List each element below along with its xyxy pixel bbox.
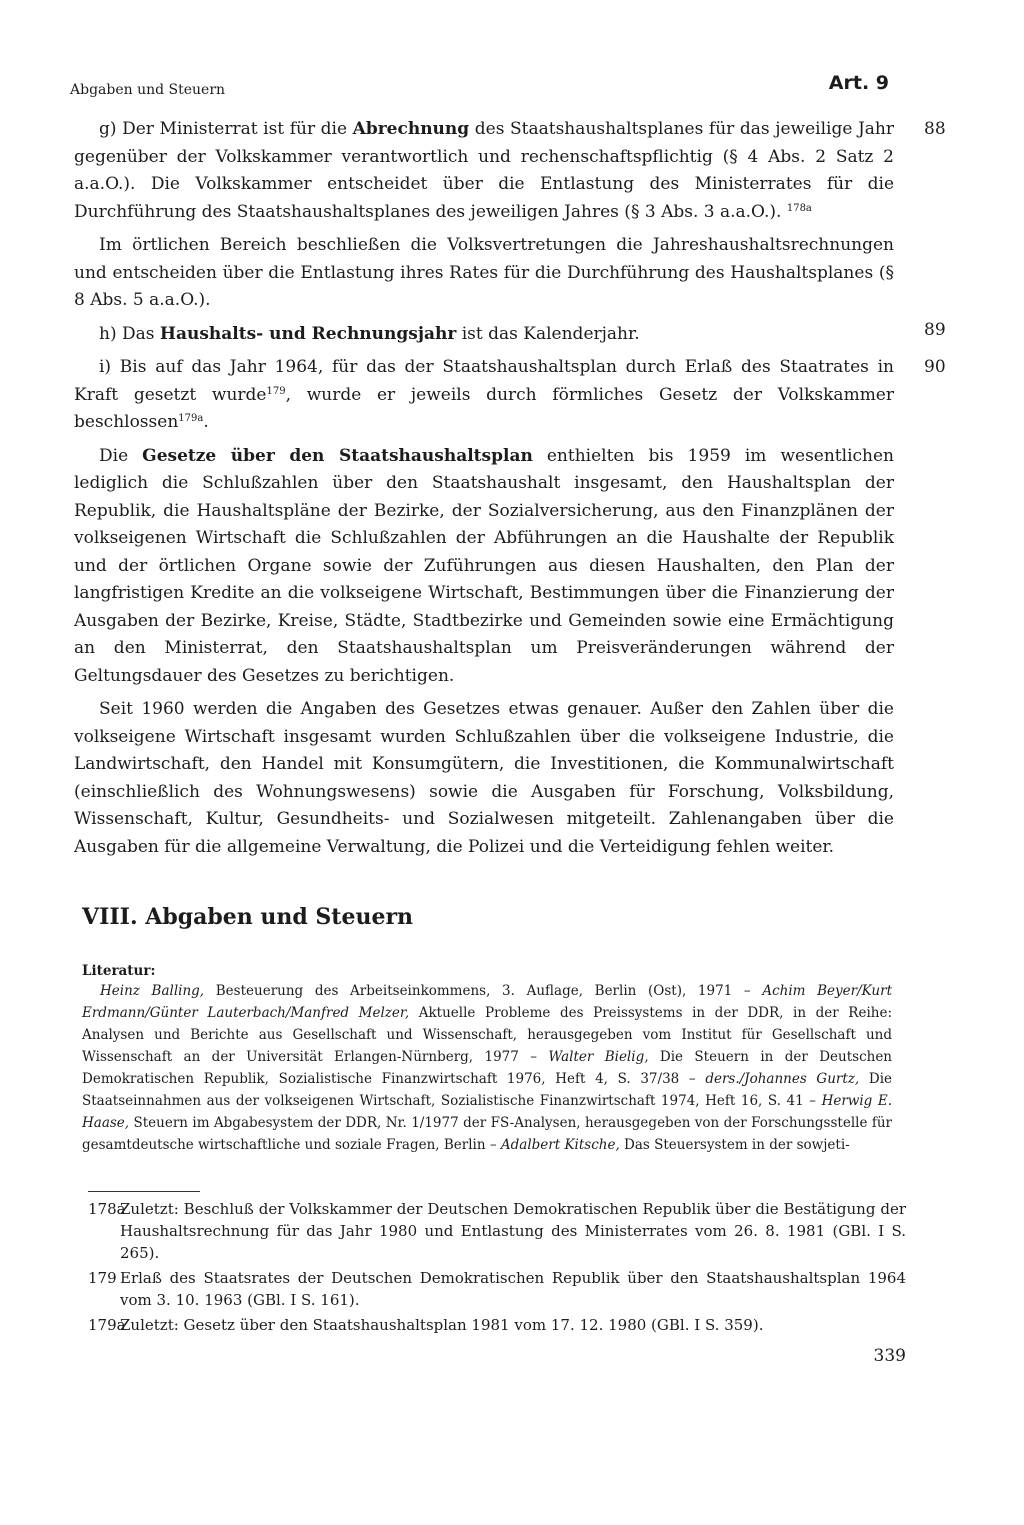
lit-author: Walter Bielig, — [548, 1049, 649, 1065]
paragraph-89: 89 h) Das Haushalts- und Rechnungsjahr ist das Kalenderjahr. — [74, 321, 894, 349]
paragraph-90: 90 i) Bis auf das Jahr 1964, für das der Staatshaushaltsplan durch Erlaß des Staatrates in Kraft gesetzt wurde$^{179}$, wurde er jeweils durch förmliches Gesetz der Volkskammer beschlossen$^{179a}$. — [74, 354, 894, 437]
paragraph-gesetze: Die Gesetze über den Staatshaushaltsplan enthielten bis 1959 im wesentlichen lediglich die Schlußzahlen über den Staatshaushalt insgesamt, den Haushaltsplan der Republik, die Haushaltspläne der Bezirke, der Sozialversicherung, aus den Finanzplänen der volkseigenen Wirtschaft die Schlußzahlen der Abführungen an die Haushalte der Republik und der örtlichen Organe sowie der Zuführungen aus diesen Haushalten, den Plan der langfristigen Kredite an die volkseigene Wirtschaft, Bestimmungen über die Finanzierung der Ausgaben der Bezirke, Kreise, Städte, Stadtbezirke und Gemeinden sowie eine Ermächtigung an den Ministerrat, den Staatshaushaltsplan um Preisveränderungen während der Geltungsdauer des Gesetzes zu berichtigen. — [74, 445, 894, 686]
footnote-divider — [88, 1191, 200, 1192]
page-number: 339 — [873, 1346, 906, 1366]
lit-author: ders./Johannes Gurtz, — [705, 1071, 860, 1087]
footnote-ref-178a: 178a — [786, 202, 812, 214]
emphasis-abrechnung: Abrechnung — [352, 119, 470, 139]
article-label: Art. 9 — [828, 72, 889, 94]
lit-author: Adalbert Kitsche, — [500, 1137, 620, 1153]
lit-author: Achim Beyer/Kurt Erdmann/Günter Lauterbach/Manfred Melzer, — [82, 983, 892, 1021]
main-text — [74, 116, 946, 867]
footnote-179a — [88, 1314, 906, 1336]
paragraph-88: 88 g) Der Ministerrat ist für die Abrechnung des Staatshaushaltsplanes für das jeweilige Jahr gegenüber der Volkskammer verantwortlich und rechenschaftspflichtig (§ 4 Abs. 2 Satz 2 a.a.O.). Die Volkskammer entscheidet über die Entlastung des Ministerrates für die Durchführung des Staatshaushaltsplanes des jeweiligen Jahres (§ 3 Abs. 3 a.a.O.). $^{178a}$ — [74, 116, 894, 226]
running-head: Abgaben und Steuern — [70, 82, 226, 98]
literature-block — [82, 962, 892, 1156]
emphasis-gesetze: Gesetze über den Staatshaushaltsplan — [142, 445, 533, 466]
lit-author: Herwig E. Haase, — [82, 1093, 892, 1131]
footnote-ref-179a: 179a — [178, 413, 204, 424]
margin-number-90: 90 — [924, 357, 946, 377]
margin-number-88: 88 — [924, 119, 946, 139]
footnote-179 — [88, 1267, 906, 1311]
footnote-number: 178a — [88, 1200, 126, 1218]
footnote-text: Erlaß des Staatsrates der Deutschen Demokratischen Republik über den Staatshaushaltsplan 1964 vom 3. 10. 1963 (GBl. I S. 161). — [120, 1269, 906, 1309]
section-heading: VIII. Abgaben und Steuern — [82, 904, 414, 930]
margin-number-89: 89 — [924, 319, 946, 340]
footnotes — [88, 1198, 906, 1339]
footnote-ref-179: 179 — [266, 385, 286, 397]
footnote-text: Zuletzt: Beschluß der Volkskammer der Deutschen Demokratischen Republik über die Bestätigung der Haushaltsrechnung für das Jahr 1980 und Entlastung des Ministerrates vom 26. 8. 1981 (GBl. I S. 265). — [120, 1200, 906, 1262]
literature-label: Literatur: — [82, 963, 156, 979]
paragraph-88-local: Im örtlichen Bereich beschließen die Volksvertretungen die Jahreshaushaltsrechnungen und entscheiden über die Entlastung ihres Rates für die Durchführung des Haushaltsplanes (§ 8 Abs. 5 a.a.O.). — [74, 235, 894, 310]
emphasis-haushaltsjahr: Haushalts- und Rechnungsjahr — [159, 323, 457, 344]
footnote-number: 179a — [88, 1316, 126, 1334]
footnote-text: Zuletzt: Gesetz über den Staatshaushaltsplan 1981 vom 17. 12. 1980 (GBl. I S. 359). — [120, 1316, 764, 1334]
footnote-number: 179 — [88, 1269, 117, 1287]
footnote-178a — [88, 1198, 906, 1264]
paragraph-1960: Seit 1960 werden die Angaben des Gesetzes etwas genauer. Außer den Zahlen über die volkseigene Wirtschaft insgesamt wurden Schlußzahlen über die volkseigene Industrie, die Landwirtschaft, den Handel mit Konsumgütern, die Investitionen, die Kommunalwirtschaft (einschließlich des Wohnungswesens) sowie die Ausgaben für Forschung, Volksbildung, Wissenschaft, Kultur, Gesundheits- und Sozialwesen mitgeteilt. Zahlenangaben über die Ausgaben für die allgemeine Verwaltung, die Polizei und die Verteidigung fehlen weiter. — [74, 699, 894, 857]
lit-author: Heinz Balling, — [100, 983, 205, 999]
literature-list: Heinz Balling, Besteuerung des Arbeitseinkommens, 3. Auflage, Berlin (Ost), 1971 – Achim Beyer/Kurt Erdmann/Günter Lauterbach/Manfred Melzer, Aktuelle Probleme des Preissystems in der DDR, in der Reihe: Analysen und Berichte aus Gesellschaft und Wissenschaft, herausgegeben vom Institut für Gesellschaft und Wissenschaft an der Universität Erlangen-Nürnberg, 1977 – Walter Bielig, Die Steuern in der Deutschen Demokratischen Republik, Sozialistische Finanzwirtschaft 1976, Heft 4, S. 37/38 – ders./Johannes Gurtz, Die Staatseinnahmen aus der volkseigenen Wirtschaft, Sozialistische Finanzwirtschaft 1974, Heft 16, S. 41 – Herwig E. Haase, Steuern im Abgabesystem der DDR, Nr. 1/1977 der FS-Analysen, herausgegeben von der Forschungsstelle für gesamtdeutsche wirtschaftliche und soziale Fragen, Berlin – Adalbert Kitsche, Das Steuersystem in der sowjeti- — [82, 983, 893, 1153]
